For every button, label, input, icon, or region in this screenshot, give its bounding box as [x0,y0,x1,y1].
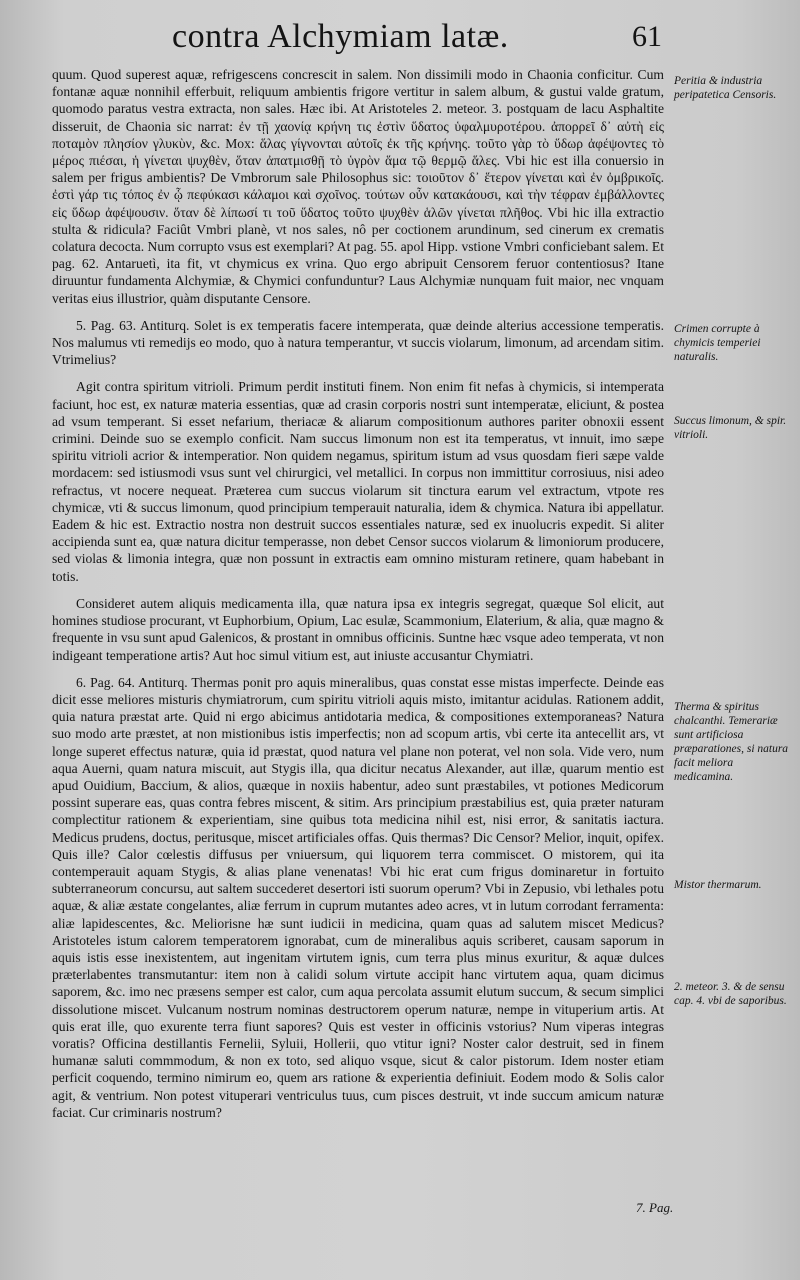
margin-note: Therma & spiritus chalcanthi. Temerariæ sunt artificiosa præparationes, si natura facit meliora medicamina. [674,701,789,783]
paragraph: 5. Pag. 63. Antiturq. Solet is ex temperatis facere intemperata, quæ deinde alterius accessione temperatis. Nos malumus vti remedijs eo modo, quo à natura temperantur, vt succis violarum, limonum, ad arcendam sitim. Vtrimelius? [52,317,664,368]
margin-note: 2. meteor. 3. & de sensu cap. 4. vbi de saporibus. [674,981,787,1007]
paragraph: quum. Quod superest aquæ, refrigescens concrescit in salem. Non dissimili modo in Chaonia conficitur. Cum fontanæ aquæ nonnihil efferbuit, reliquum ambientis frigore vertitur in salem album, & gustui valde gratum, quomodo paratus vestra extracta, non sales. Hæc ibi. At Aristoteles 2. meteor. 3. postquam de lacu Asphaltite disseruit, de Chaonia sic narrat: ἐν τῇ χαονίᾳ κρήνη τις ἐστὶν ὕδατος ὑφαλμυροτέρου. ἀπορρεῖ δ᾽ αὐτὴ εἰς ποταμὸν πλησίον γλυκὺν, &c. Mox: ἅλας γίγνονται αὐτοῖς ἐκ τῆς κρήνης. τοῦτο γὰρ τὸ ὕδωρ ἀφέψοντες τὸ μέρος πιέσαι, ἡ γίνεται ψυχθὲν, ὅταν ἀπατμισθῇ τὸ ὑγρὸν ἅμα τῷ θερμῷ ἅλες. Vbi hic est illa conuersio in salem per frigus ambientis? De Vmbrorum sale Philosophus sic: τοιοῦτον δ᾽ ἕτερον γίνεται καὶ ἐν ὀμβρικοῖς. ἐστὶ γάρ τις τόπος ἐν ᾧ πεφύκασι κάλαμοι καὶ σχοῖνος. τούτων οὖν κατακάουσι, καὶ τὴν τέφραν ἐμβάλλοντες εἰς ὕδωρ ἀφέψουσιν. ὅταν δὲ λίπωσί τι τοῦ ὕδατος τοῦτο ψυχθὲν ἁλῶν γίνεται πλῆθος. Vbi hic illa extractio stulta & ridicula? Faciût Vmbri planè, vt nos sales, nô per coctionem arundinum, sed cinerum ex crematis colatura decocta. Num corrupto vsus est exemplari? At pag. 55. apol Hipp. vstione Vmbri conficiebant salem. Et pag. 62. Antaruetì, ita fit, vt chymicus ex vrina. Quo ergo abripuit Censorem feruor contentiosus? Itane diruuntur fundamenta Alchymiæ, & Chymici confunduntur? Laus Alchymiæ nunquam fuit maior, nec vnquam veritas eius illustrior, quàm disputante Censore. [52,67,664,306]
main-text-column [52,66,664,1131]
margin-note: Succus limonum, & spir. vitrioli. [674,415,787,441]
page-number: 61 [632,20,662,53]
margin-note: Crimen corrupte à chymicis temperiei naturalis. [674,323,761,363]
running-title: contra Alchymiam latæ. [172,18,509,55]
margin-note: Peritia & industria peripatetica Censoris. [674,75,777,101]
margin-note: Mistor thermarum. [674,879,762,891]
paragraph: 6. Pag. 64. Antiturq. Thermas ponit pro aquis mineralibus, quas constat esse mistas imperfecte. Deinde eas dicit esse meliores misturis chymiatrorum, cum spiritu vitrioli aquis misto, imitantur acidulas. Rationem addit, quia natura præstat arte. Quid ni ergo abicimus antidotaria medica, & compositiones extemporaneas? Natura suo modo arte præstet, at non mistionibus istis imperfectis; non ad scopum artis, vbi certe ita antecellit ars, vt longe superet effectus naturæ, quia id præstat, quod natura vel plane non poterat, vel non sola. Vide vero, num aqua Auerni, quam natura miscuit, aut Stygis illa, qua dicitur necatus Alexander, aut illæ, quarum mentio est apud Ouidium, Baccium, & alios, quæque in noxiis habentur, adeo sunt præstabiles, vt potiones Medicorum possint superare eas, quas contra febres miscent, & sitim. Ars principium præstabilius est, quia præter naturam complectitur rationem & experientiam, sine quibus tota medicina nihil est, nisi error, & sanitatis iactura. Medicus prudens, doctus, peritusque, miscet artificiales offas. Quis thermas? Dic Censor? Melior, inquit, opifex. Quis ille? Calor cœlestis diffusus per vniuersum, qui liquorem terra commiscet. O mistorem, qui ita contemperauit aquam Stygis, & alias plane venenatas! Vbi hic erat cum frigus dominaretur in fortuito subterraneorum concursu, aut saltem succederet desertori isti suorum operum? Vbi in Zepusio, vbi lethales potu aquæ, & aliæ æstate congelantes, aliæ ferrum in cuprum mutantes adeo acres, vt in lutum corrodant ferramenta: aliæ lapidescentes, &c. Meliorisne hæ sunt iudicii in medicina, quam quas ad salutem miscet Medicus? Aristoteles istum calorem temperatorem ignorabat, cum de mineralibus aquis scriberet, causam saporum in aquis istis esse inexistentem, aut ingenitam virtutem ignis, cum terra plus minus exuritur, & aquæ dulces præterlabentes transmutantur: item non à calidi solum virtute accipit hanc virtutem aqua, quam dicimus saporem, &c. imo nec præsens semper est calor, cum aqua percolata assumit elutum succum, & secum simplici dissolutione miscet. Vulcanum nostrum nominas destructorem operum naturæ, nempe in vituperium artis. At quis erat ille, quo exurente terra fiunt sapores? Quis est vester in officinis vstorius? Num viperas integras voratis? Officina destillantis Fernelii, Syluii, Hollerii, quo vtitur igni? Noster calor destruit, sed in finem humanæ saluti commmodum, & non ex toto, sed aliquo vsque, sicut & calor pistorum. Idem noster etiam perficit coquendo, termino nimirum eo, quem ars ratione & experientia definiuit. Eodem modo & Solis calor agit, & ventrium. Non potest vituperari ventriculus tuus, cum pisces destruit, vt inde succum amicum naturæ faciat. Cur criminaris nostrum? [52,674,664,1120]
paragraph: Consideret autem aliquis medicamenta illa, quæ natura ipsa ex integris segregat, quæque Sol elicit, aut homines studiose procurant, vt Euphorbium, Opium, Lac esulæ, Scammonium, Elaterium, & alia, quæ magno & frequente in vsu sunt apud Galenicos, & prostant in omnibus officinis. Suntne hæc vsque adeo temperata, vt non indigeant temperatione artis? Aut hoc simul vitium est, aut iniuste accusantur Chymiatri. [52,595,664,663]
running-header [0,18,800,62]
paragraph: Agit contra spiritum vitrioli. Primum perdit instituti finem. Non enim fit nefas à chymicis, si intemperata faciunt, hoc est, ex naturæ materia essentias, quæ ad crasin corporis nostri sunt intemperatæ, eliciunt, & postea ad vsum temperant. Si esset nefarium, theriacæ & aliarum compositionum authores pariter obnoxii essent crimini. Deinde suo se exemplo conficit. Nam succus limonum non est ita temperatus, vt innuit, imo sæpe spiritu vitrioli acrior & intemperatior. Non quidem negamus, spiritum istum ad vsus quosdam fieri sæpe valde mordacem: sed istiusmodi vsus sunt vel chirurgici, vel metallici. In corpus non immittitur corrosiuus, nisi adeo refractus, vt nocere nequeat. Præterea cum succus violarum sit tinctura earum vel extractum, vtpote res chymicæ, vti & succus limonum, quod principium temperauit naturalia, idem & chymica. Natura ibi appellatur. Eadem & hic est. Extractio nostra non destruit succos essentiales naturæ, sed ex inuolucris expedit. Si aliter accipienda sunt ea, quæ natura dicitur temperasse, non debet Censor succos violarum & limoniorum producere, sed violas & limonia integra, quæ non possunt in extractis eam omnino misturam retinere, quam habebant in totis. [52,379,664,584]
catchword: 7. Pag. [636,1200,674,1215]
